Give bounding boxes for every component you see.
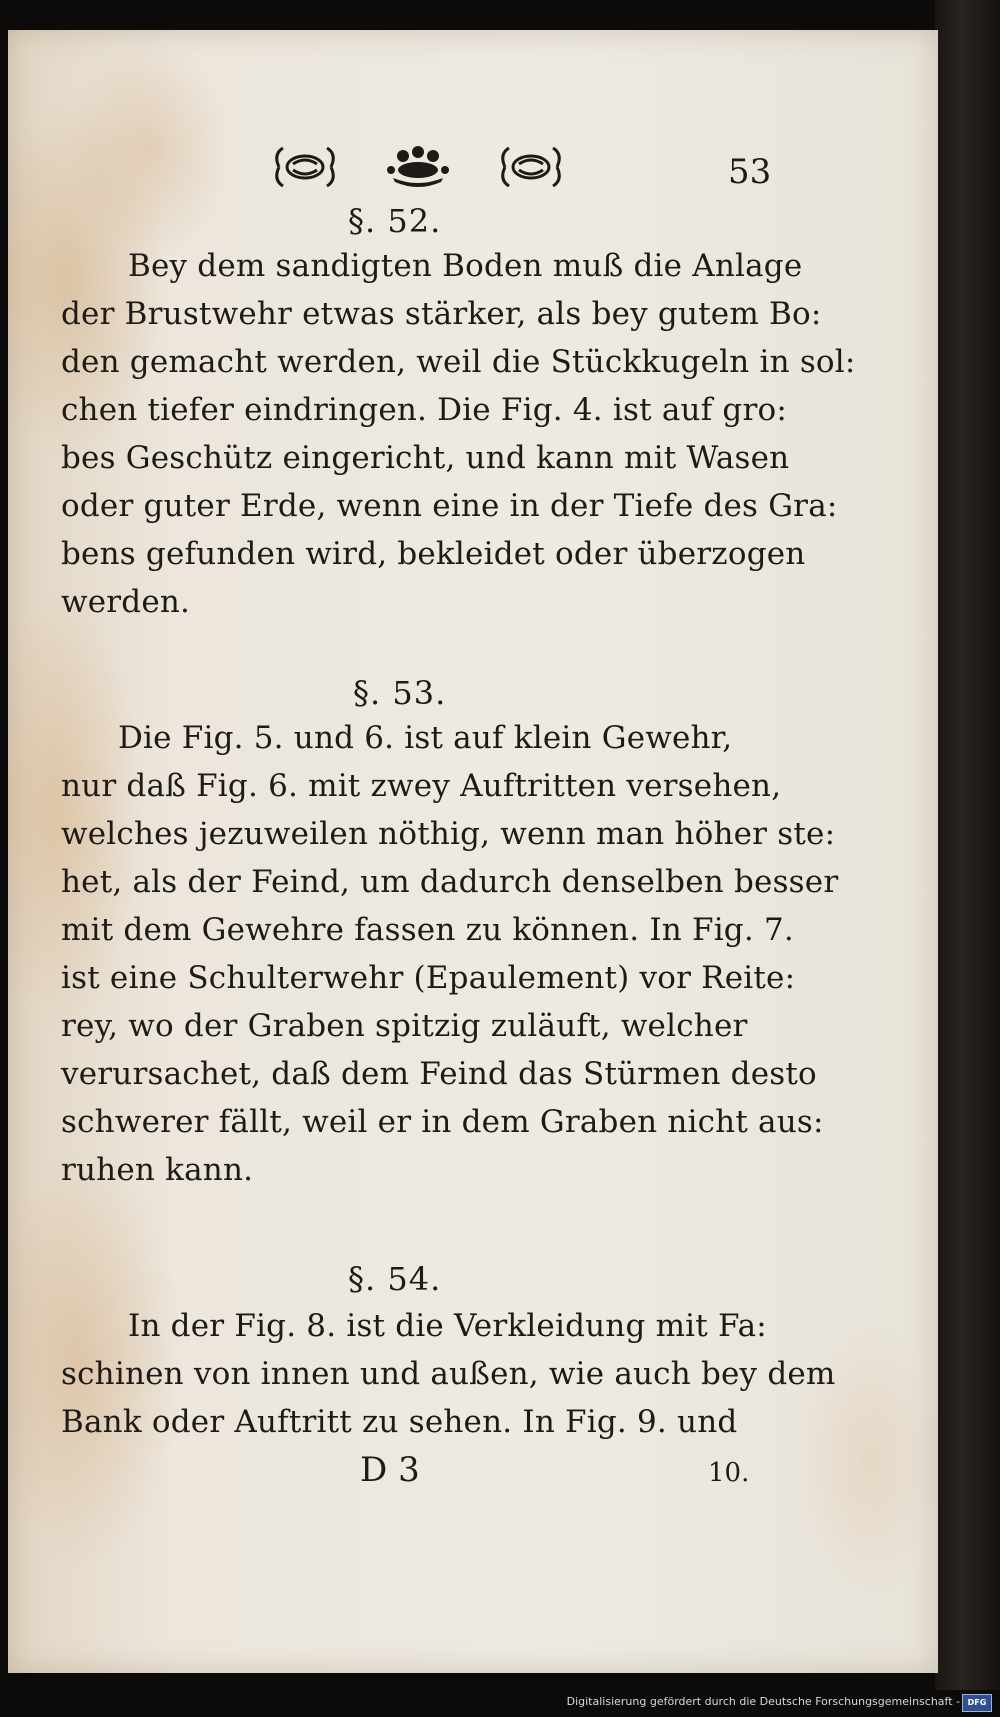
dfg-logo[interactable]: DFG — [962, 1694, 992, 1712]
text-line: der Brustwehr etwas stärker, als bey gutem Bo: — [61, 296, 822, 332]
text-line: Bey dem sandigten Boden muß die Anlage — [128, 248, 803, 284]
section-heading-54: §. 54. — [348, 1260, 442, 1298]
text-line: oder guter Erde, wenn eine in der Tiefe des Gra: — [61, 488, 838, 524]
text-line: den gemacht werden, weil die Stückkugeln in sol: — [61, 344, 856, 380]
section-heading-52: §. 52. — [348, 202, 442, 240]
text-line: nur daß Fig. 6. mit zwey Auftritten versehen, — [61, 768, 782, 804]
credit-bar — [0, 1690, 1000, 1717]
text-line: welches jezuweilen nöthig, wenn man höher ste: — [61, 816, 836, 852]
credit-text: Digitalisierung gefördert durch die Deutsche Forschungsgemeinschaft - — [566, 1695, 960, 1708]
text-line: bes Geschütz eingericht, und kann mit Wasen — [61, 440, 790, 476]
text-line: Bank oder Auftritt zu sehen. In Fig. 9. und — [61, 1404, 738, 1440]
ornament-band-icon — [273, 142, 563, 192]
book-page — [8, 30, 938, 1673]
text-line: bens gefunden wird, bekleidet oder überzogen — [61, 536, 806, 572]
text-line: Die Fig. 5. und 6. ist auf klein Gewehr, — [118, 720, 733, 756]
section-heading-53: §. 53. — [353, 674, 447, 712]
catchword: 10. — [708, 1458, 750, 1488]
text-line: het, als der Feind, um dadurch denselben besser — [61, 864, 839, 900]
text-line: schinen von innen und außen, wie auch bey dem — [61, 1356, 836, 1392]
text-line: chen tiefer eindringen. Die Fig. 4. ist auf gro: — [61, 392, 787, 428]
text-line: ruhen kann. — [61, 1152, 254, 1188]
text-line: In der Fig. 8. ist die Verkleidung mit Fa: — [128, 1308, 767, 1344]
text-line: rey, wo der Graben spitzig zuläuft, welcher — [61, 1008, 748, 1044]
text-line: schwerer fällt, weil er in dem Graben nicht aus: — [61, 1104, 824, 1140]
text-line: mit dem Gewehre fassen zu können. In Fig. 7. — [61, 912, 794, 948]
text-line: werden. — [61, 584, 191, 620]
book-cover-edge — [935, 0, 1000, 1690]
text-line: ist eine Schulterwehr (Epaulement) vor Reite: — [61, 960, 796, 996]
text-line: verursachet, daß dem Feind das Stürmen desto — [61, 1056, 817, 1092]
signature-mark: D 3 — [360, 1450, 420, 1490]
page-header — [8, 142, 938, 202]
page-number: 53 — [728, 152, 772, 192]
